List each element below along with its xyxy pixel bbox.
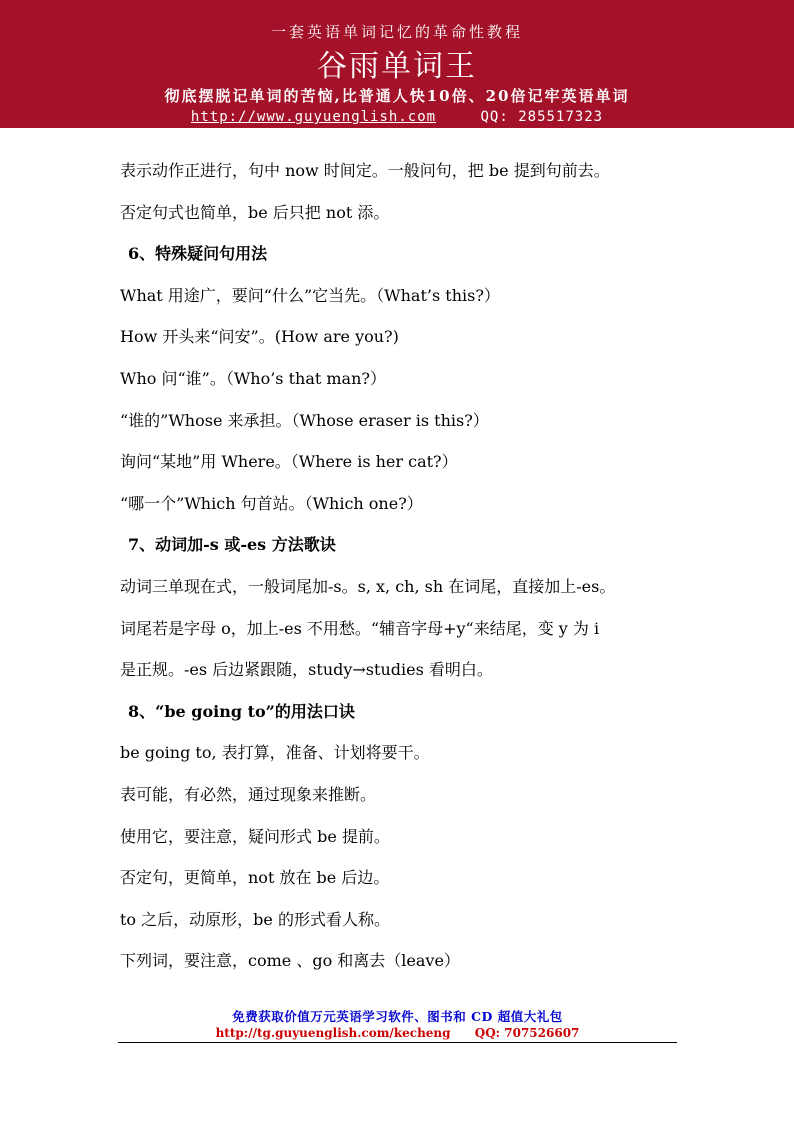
text-line: What 用途广，要问“什么”它当先。（What’s this?） xyxy=(120,285,500,305)
banner-website-link[interactable]: http://www.guyuenglish.com xyxy=(190,109,437,125)
section-heading: 8、“be going to”的用法口诀 xyxy=(128,701,355,721)
text-line: 使用它，要注意，疑问形式 be 提前。 xyxy=(120,826,390,846)
text-line: 下列词，要注意，come 、go 和离去（leave） xyxy=(120,951,460,971)
banner-title: 谷雨单词王 xyxy=(317,49,477,84)
footer-divider xyxy=(118,1042,677,1043)
text-line: 询问“某地”用 Where。（Where is her cat?） xyxy=(120,452,458,472)
text-line: 否定句式也简单，be 后只把 not 添。 xyxy=(120,202,390,222)
section-heading: 6、特殊疑问句用法 xyxy=(128,244,268,264)
text-line: 动词三单现在式，一般词尾加-s。s, x, ch, sh 在词尾，直接加上-es。 xyxy=(120,576,616,596)
text-line: 是正规。-es 后边紧跟随，study→studies 看明白。 xyxy=(120,660,493,680)
page-footer xyxy=(118,1008,677,1043)
text-line: 词尾若是字母 o，加上-es 不用愁。“辅音字母+y“来结尾，变 y 为 i xyxy=(120,618,600,638)
text-line: 表可能，有必然，通过现象来推断。 xyxy=(120,784,377,804)
section-heading: 7、动词加-s 或-es 方法歌诀 xyxy=(128,535,336,555)
banner-subtitle: 一套英语单词记忆的革命性教程 xyxy=(270,23,523,41)
text-line: “谁的”Whose 来承担。（Whose eraser is this?） xyxy=(120,410,489,430)
text-line: be going to, 表打算，准备、计划将要干。 xyxy=(120,743,430,763)
text-line: Who 问“谁”。（Who’s that man?） xyxy=(120,368,386,388)
text-line: to 之后，动原形，be 的形式看人称。 xyxy=(120,909,390,929)
text-line: 否定句，更简单，not 放在 be 后边。 xyxy=(120,868,390,888)
text-line: 表示动作正进行，句中 now 时间定。一般问句，把 be 提到句前去。 xyxy=(120,161,610,180)
text-line: How 开头来“问安”。(How are you?) xyxy=(120,327,399,347)
document-body xyxy=(120,150,700,982)
footer-qq: QQ: 707526607 xyxy=(474,1026,580,1040)
footer-course-link[interactable]: http://tg.guyuenglish.com/kecheng xyxy=(215,1026,451,1040)
banner-links xyxy=(0,108,794,126)
footer-promo: 免费获取价值万元英语学习软件、图书和 CD 超值大礼包 xyxy=(232,1009,563,1024)
banner-description: 彻底摆脱记单词的苦恼,比普通人快10倍、20倍记牢英语单词 xyxy=(164,87,630,105)
header-banner xyxy=(0,0,794,128)
banner-qq: QQ: 285517323 xyxy=(480,109,604,125)
footer-links xyxy=(118,1025,677,1042)
text-line: “哪一个”Which 句首站。（Which one?） xyxy=(120,493,423,513)
